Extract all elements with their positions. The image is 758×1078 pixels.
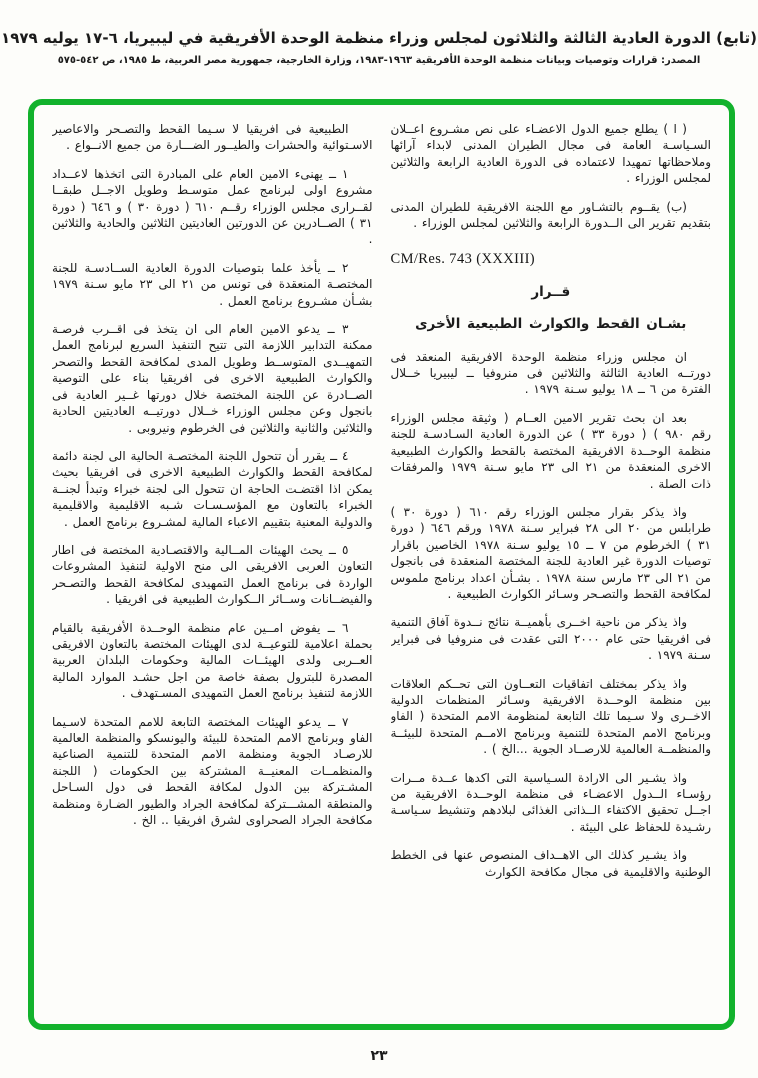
header-source-line: المصدر: قرارات وتوصيات وبيانات منظمة الوحدة الأفريقية ١٩٦٣-١٩٨٣، وزارة الخارجية، جمهورية مصر العربية، ط ١٩٨٥، ص ٥٤٢-٥٧٥	[57, 55, 701, 66]
resolution-reference: CM/Res. 743 (XXXIII)	[390, 251, 536, 268]
paragraph-7-invites-un-bodies: ٧ ــ يدعو الهيئات المختصة التابعة للامم المتحدة لاسـيما الفاو وبرنامج الامم المتحدة للبيئة واليونسكو والمنظمة العالمية للارصـاد الجوية ومنظمة الامم المتحدة للتنمية الصناعية والمنظمــات المعنيــة المشتركة بين الحكومات ( اللجنة المشـتركة بين الدول لمكافة القحط فى دول السـاحل والمنطقة المشـــتركة لمكافحة الجراد والطيور الضـارة ومنظمة مكافحة الجراد الصحراوى لشرق افريقيا .. الخ .	[52, 714, 373, 828]
paragraph-2-takes-note: ٢ ــ يأخذ علما بتوصيات الدورة العادية الســادسـة للجنة المختصـة المنعقدة فى تونس من ٢١ الى ٢٣ مايو سـنة ١٩٧٩ بشـأن مشـروع برنامج العمل .	[52, 260, 373, 308]
page-number: ٢٣	[370, 1048, 388, 1064]
paragraph-political-will: واذ يشـير الى الارادة السـياسية التى اكدها عــدة مــرات رؤسـاء الــدول الاعضـاء فى منظمة الوحــدة الافريقية من اجــل تحقيق الاكتفاء الــذاتى الغذائى لبلادهم وتنشيط سـياسـة رشـيدة للحفاظ على البيئة .	[390, 770, 711, 834]
paragraph-1-congratulates: ١ ــ يهنىء الامين العام على المبادرة التى اتخذها لاعــداد مشروع اولى لبرنامج عمل متوسـط وطويل الاجــل طبقــا لقــرارى مجلس الوزراء رقــم ٦١٠ ( دورة ٣٠ ) و ٦٤٦ ( دورة ٣١ ) الصــادرين عن الدورتين العاديتين الثلاثين والحادية والثلاثين .	[52, 166, 373, 247]
paragraph-having-examined: بعد ان بحث تقرير الامين العــام ( وثيقة مجلس الوزراء رقم ٩٨٠ ) ( دورة ٣٣ ) عن الدورة العادية السـادسـة للجنة منظمة الوحــدة الافريقية المختصة بالقحط والكوارث الطبيعية الاخرى المنعقدة من ٢١ الى ٢٣ مايو سـنة ١٩٧٩ والمرفقات ذات الصلة .	[390, 410, 711, 491]
two-column-layout	[52, 121, 711, 1012]
paragraph-continuation: الطبيعية فى افريقيا لا سـيما القحط والتصـحر والاعاصير الاسـتوائية والحشرات والطيــور الضـــارة من جميع الانــواع .	[52, 122, 373, 153]
resolution-title: قــرار	[531, 283, 571, 300]
resolution-subtitle: بشـان القحط والكوارث الطبيعية الأخرى	[415, 316, 687, 333]
column-right	[391, 121, 712, 1012]
paragraph-3-invites-sg: ٣ ــ يدعو الامين العام الى ان يتخذ فى اقــرب فرصـة ممكنة التدابير اللازمة التى تتيح التنفيذ السريع لبرنامج العمل التمهيــدى المتوســط وطويل المدى لمكافحة القحط والتصحر والكوارث الطبيعية الاخرى فى افريقيا بناء على التوصية الصــادرة عن اللجنة المختصة خلال دورتها غــير العادية فى بانجول وعن مجلس الوزراء خــلال دورتيــه العاديتين الحادية والثلاثين والثانية والثلاثين فى الخرطوم ونيروبى .	[52, 322, 373, 435]
page-header	[0, 0, 758, 66]
page-footer	[0, 1045, 758, 1064]
paragraph-council-session: ان مجلس وزراء منظمة الوحدة الافريقية المنعقد فى دورتــه العادية الثالثة والثلاثين فى منروفيا ــ ليبيريا خــلال الفترة من ٦ ــ ١٨ يوليو سـنة ١٩٧٩ .	[390, 349, 711, 397]
paragraph-4-decides-committee: ٤ ــ يقرر أن تتحول اللجنة المختصـة الحالية الى لجنة دائمة لمكافحة القحط والكوارث الطبيعية الاخرى فى افريقيا بحيث يمكن اذا اقتضـت الحاجة ان تتحول الى لجنة خبراء وتبدأ لجنــة الخبراء بالتعاون مع المؤسـسـات شـبه الاقليمية والاقليمية والدولية المعنية بتقييم الاعباء المالية لمشـروع برنامج العمل .	[52, 448, 373, 529]
paragraph-recalling-seminar: واذ يذكر من ناحية اخــرى بأهميــة نتائج نــدوة آفاق التنمية فى افريقيا حتى عام ٢٠٠٠ التى عقدت فى منروفيا فى فبراير سـنة ١٩٧٩ .	[390, 615, 711, 663]
paragraph-recalling-res-610: واذ يذكر بقرار مجلس الوزراء رقم ٦١٠ ( دورة ٣٠ ) طرابلس من ٢٠ الى ٢٨ فبراير سـنة ١٩٧٨ ورقم ٦٤٦ ( دورة ٣١ ) الخرطوم من ٧ ــ ١٥ يوليو سـنة ١٩٧٨ الخاصين باقرار توصيات الدورة غير العادية للجنة المختصة المنعقدة فى بانجول من ٢١ الى ٢٣ مارس سنة ١٩٧٨ . بشـأن اعداد برنامج ملموس لمكافحة القحط والتصـحر وسـائر الكوارث الطبيعية .	[390, 504, 711, 601]
paragraph-cooperation-agreements: واذ يذكر بمختلف اتفاقيات التعــاون التى تحــكم العلاقات بين منظمة الوحــدة الافريقية وسـائر المنظمات الدولية الاخــرى ولا سـيما تلك التابعة لمنظومة الامم المتحدة ( الفاو وبرنامج الامم المتحدة للتنمية وبرنامج الامــم المتحدة للبيئــة والمنظمــة العالمية للارصــاد الجوية ...الخ ) .	[390, 676, 711, 757]
paragraph-b-consultation: (ب) يقــوم بالتشـاور مع اللجنة الافريقية للطيران المدنى بتقديم تقرير الى الــدورة الرابعة والثلاثين لمجلس الوزراء .	[390, 199, 711, 231]
column-left	[52, 121, 373, 1012]
header-title: (تابع) الدورة العادية الثالثة والثلاثون لمجلس وزراء منظمة الوحدة الأفريقية في ليبيريا، ٦-١٧ يوليه ١٩٧٩	[1, 29, 757, 47]
paragraph-national-plans: واذ يشـير كذلك الى الاهــداف المنصوص عنها فى الخطط الوطنية والاقليمية فى مجال مكافحة الكوارث	[390, 848, 711, 879]
paragraph-a-civil-aviation: ( ا ) يطلع جميع الدول الاعضـاء على نص مشـروع اعــلان السـياسـة العامة فى مجال الطيران المدنى لابداء آرائها وملاحظاتها تمهيدا لاعتماده فى الدورة العادية الرابعة والثلاثين لمجلس الوزراء .	[390, 122, 711, 186]
green-border-box	[28, 99, 735, 1030]
paragraph-5-urges-bodies: ٥ ــ يحث الهيئات المــالية والاقتصـادية المختصة فى اطار التعاون العربى الافريقى الى منح الاولية لتنفيذ المشروعات الواردة فى برنامج العمل التمهيدى لمكافحة القحط والتصـحر والفيضــانات وســائر الــكوارث الطبيعية فى افريقيا .	[52, 542, 373, 607]
paragraph-6-authorizes-sg: ٦ ــ يفوض امــين عام منظمة الوحــدة الأفريقية بالقيام بحملة اعلامية للتوعيــة لدى الهيئات المختصة بالتعاون الافريقى العــربى ولدى الهيئــات المالية وحكومات البلدان العربية المصدرة للبترول بصفة خاصة من اجل حشـد الموارد المالية اللازمة لتنفيذ برنامج العمل التمهيدى المسـتهدف .	[52, 620, 373, 701]
